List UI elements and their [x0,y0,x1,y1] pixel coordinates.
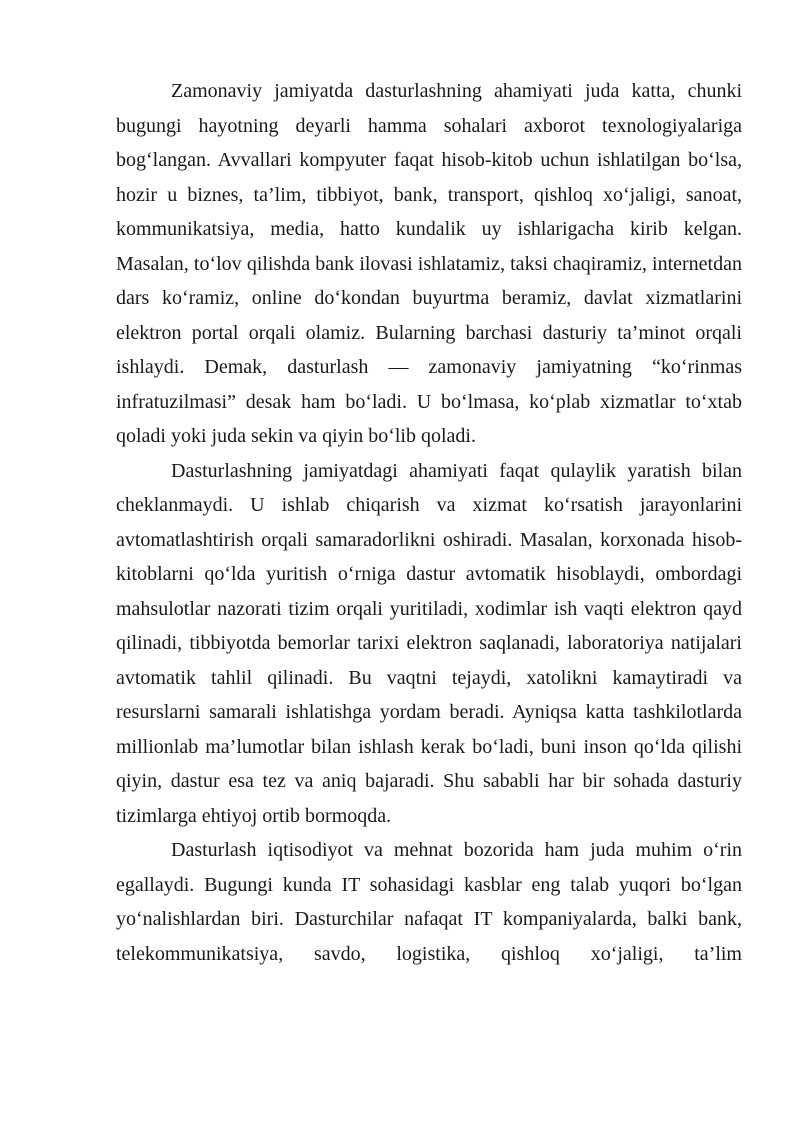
paragraph-3: Dasturlash iqtisodiyot va mehnat bozorida ham juda muhim o‘rin egallaydi. Bugungi kunda IT sohasidagi kasblar eng talab yuqori bo‘lgan yo‘nalishlardan biri. Dasturchilar nafaqat IT kompaniyalarda, balki bank, telekommunikatsiya, savdo, logistika, qishloq xo‘jaligi, ta’lim [116,839,742,965]
paragraph-2: Dasturlashning jamiyatdagi ahamiyati faqat qulaylik yaratish bilan cheklanmaydi. U ishlab chiqarish va xizmat ko‘rsatish jarayonlarini avtomatlashtirish orqali samaradorlikni oshiradi. Masalan, korxonada hisob-kitoblarni qo‘lda yuritish o‘rniga dastur avtomatik hisoblaydi, ombordagi mahsulotlar nazorati tizim orqali yuritiladi, xodimlar ish vaqti elektron qayd qilinadi, tibbiyotda bemorlar tarixi elektron saqlanadi, laboratoriya natijalari avtomatik tahlil qilinadi. Bu vaqtni tejaydi, xatolikni kamaytiradi va resurslarni samarali ishlatishga yordam beradi. Ayniqsa katta tashkilotlarda millionlab ma’lumotlar bilan ishlash kerak bo‘ladi, buni inson qo‘lda qilishi qiyin, dastur esa tez va aniq bajaradi. Shu sababli har bir sohada dasturiy tizimlarga ehtiyoj ortib bormoqda. [116,459,742,827]
paragraph-1: Zamonaviy jamiyatda dasturlashning ahamiyati juda katta, chunki bugungi hayotning deyarli hamma sohalari axborot texnologiyalariga bog‘langan. Avvallari kompyuter faqat hisob-kitob uchun ishlatilgan bo‘lsa, hozir u biznes, ta’lim, tibbiyot, bank, transport, qishloq xo‘jaligi, sanoat, kommunikatsiya, media, hatto kundalik uy ishlarigacha kirib kelgan. Masalan, to‘lov qilishda bank ilovasi ishlatamiz, taksi chaqiramiz, internetdan dars ko‘ramiz, online do‘kondan buyurtma beramiz, davlat xizmatlarini elektron portal orqali olamiz. Bularning barchasi dasturiy ta’minot orqali ishlaydi. Demak, dasturlash — zamonaviy jamiyatning “ko‘rinmas infratuzilmasi” desak ham bo‘ladi. U bo‘lmasa, ko‘plab xizmatlar to‘xtab qoladi yoki juda sekin va qiyin bo‘lib qoladi. [116,80,742,447]
document-body [116,74,742,971]
